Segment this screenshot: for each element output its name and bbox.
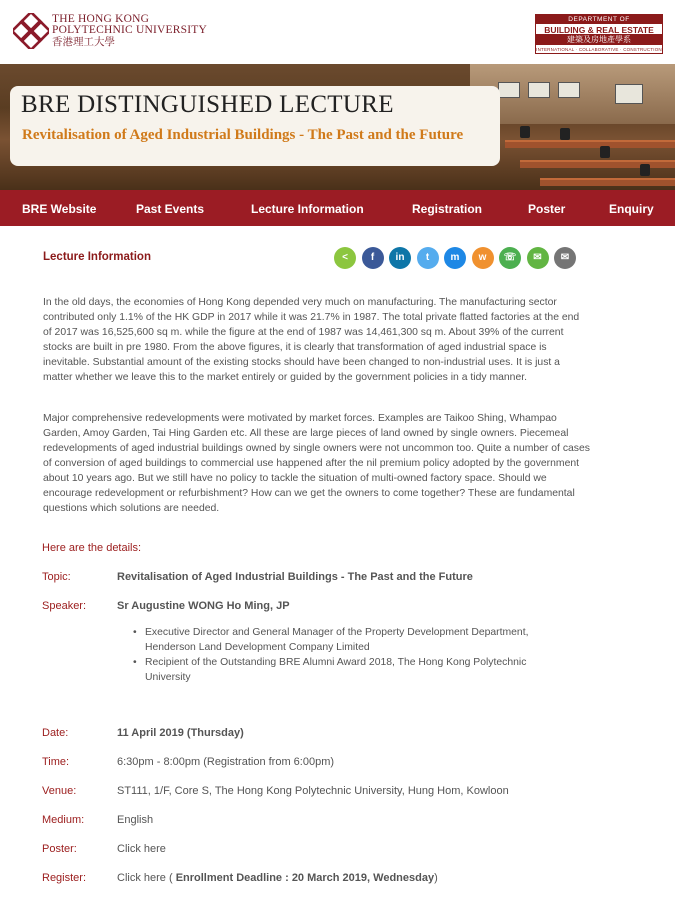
facebook-icon[interactable]: f xyxy=(362,247,384,269)
wechat-icon[interactable]: ✉ xyxy=(527,247,549,269)
register-label: Register: xyxy=(42,872,87,884)
banner-photo-screen xyxy=(615,84,643,104)
nav-item-poster[interactable]: Poster xyxy=(528,202,566,216)
linkedin-icon[interactable]: in xyxy=(389,247,411,269)
speaker-bio-item: • Recipient of the Outstanding BRE Alumni Award 2018, The Hong Kong Polytechnic University xyxy=(133,655,563,685)
date-label: Date: xyxy=(42,727,69,739)
register-paren-open: ( xyxy=(165,872,176,884)
time-label: Time: xyxy=(42,756,70,768)
banner-photo-desk xyxy=(540,178,675,186)
university-name[interactable] xyxy=(52,14,207,48)
banner-photo-chair xyxy=(520,126,530,138)
banner-photo-screen xyxy=(528,82,550,98)
speaker-value: Sr Augustine WONG Ho Ming, JP xyxy=(117,600,290,612)
banner-subtitle: Revitalisation of Aged Industrial Buildings - The Past and the Future xyxy=(22,127,464,143)
enrollment-deadline: Enrollment Deadline : 20 March 2019, Wednesday xyxy=(175,872,435,884)
banner-photo-screen xyxy=(558,82,580,98)
banner-photo-desk xyxy=(505,140,675,148)
venue-label: Venue: xyxy=(42,785,77,797)
dept-name: BUILDING & REAL ESTATE xyxy=(536,24,662,35)
medium-label: Medium: xyxy=(42,814,85,826)
share-icon[interactable]: < xyxy=(334,247,356,269)
main-nav xyxy=(0,190,675,226)
nav-item-bre-website[interactable]: BRE Website xyxy=(22,202,97,216)
dept-name-chinese: 建築及房地產學系 xyxy=(536,35,662,45)
banner-photo-screen xyxy=(498,82,520,98)
speaker-label: Speaker: xyxy=(42,600,87,612)
dept-tagline: INTERNATIONAL · COLLABORATIVE · CONSTRUCTION xyxy=(536,47,662,52)
messenger-icon[interactable]: m xyxy=(444,247,466,269)
speaker-bio-list xyxy=(133,625,563,685)
bre-department-logo[interactable] xyxy=(535,14,663,54)
register-paren-close: ) xyxy=(434,872,438,884)
register-line xyxy=(117,872,438,884)
intro-paragraph-1: In the old days, the economies of Hong Kong depended very much on manufacturing. The manufacturing sector contributed only 1.1% of the HK GDP in 2017 while it was 21.7% in 1987. The total private flatted factories at the end of 2017 was 16,525,600 sq m. while the figure at the end of 1987 was 14,461,300 sq m. About 39% of the current stocks are built in pre 1980. From the above figures, it is clearly that transformation of aged industrial space is inevitable. Substantial amount of the existing stocks should have been changed to non-industrial uses. It is just a matter whether we leave this to the market entirely or guided by the government policies in a tidy manner. xyxy=(43,297,580,383)
nav-item-enquiry[interactable]: Enquiry xyxy=(609,202,654,216)
university-name-line2: POLYTECHNIC UNIVERSITY xyxy=(52,24,207,36)
banner-title: BRE DISTINGUISHED LECTURE xyxy=(21,91,394,118)
whatsapp-icon[interactable]: ☏ xyxy=(499,247,521,269)
time-value: 6:30pm - 8:00pm (Registration from 6:00pm) xyxy=(117,756,335,768)
intro-paragraph-2: Major comprehensive redevelopments were motivated by market forces. Examples are Taikoo Shing, Whampao Garden, Amoy Garden, Tai Hing Garden etc. All these are large pieces of land owned by single owners. Piecemeal redevelopments of aged industrial buildings owned by single owners were not uncommon too. Quite a number of cases of conversion of aged buildings to commercial use happened after the nil premium policy adopted by the government about 10 years ago. But we still have no policy to tackle the situation of multi-owned factory space. Should we encourage redevelopment or refurbishment? How can we get the owners to come together? These are fundamental questions which solutions are needed. xyxy=(43,413,590,514)
speaker-bio-item: • Executive Director and General Manager of the Property Development Department, Henderson Land Development Company Limited xyxy=(133,625,563,655)
nav-item-lecture-information[interactable]: Lecture Information xyxy=(251,202,364,216)
email-icon[interactable]: ✉ xyxy=(554,247,576,269)
poster-label: Poster: xyxy=(42,843,77,855)
banner-photo-chair xyxy=(560,128,570,140)
page-header xyxy=(0,0,675,64)
register-link[interactable]: Click here xyxy=(117,872,166,884)
banner-photo-chair xyxy=(600,146,610,158)
weibo-icon[interactable]: w xyxy=(472,247,494,269)
dept-label: DEPARTMENT OF xyxy=(536,15,662,24)
banner-photo-desk xyxy=(520,160,675,168)
nav-item-registration[interactable]: Registration xyxy=(412,202,483,216)
lecture-banner xyxy=(0,64,675,190)
section-title: Lecture Information xyxy=(43,251,151,263)
nav-item-past-events[interactable]: Past Events xyxy=(136,202,205,216)
topic-value: Revitalisation of Aged Industrial Buildings - The Past and the Future xyxy=(117,571,473,583)
twitter-icon[interactable]: t xyxy=(417,247,439,269)
details-heading: Here are the details: xyxy=(42,542,142,554)
university-name-line1: THE HONG KONG xyxy=(52,13,150,25)
polyu-logo-icon[interactable] xyxy=(13,13,49,49)
date-value: 11 April 2019 (Thursday) xyxy=(117,727,244,739)
venue-value: ST111, 1/F, Core S, The Hong Kong Polytechnic University, Hung Hom, Kowloon xyxy=(117,785,509,797)
topic-label: Topic: xyxy=(42,571,71,583)
medium-value: English xyxy=(117,814,154,826)
poster-link[interactable]: Click here xyxy=(117,843,166,855)
university-name-chinese: 香港理工大學 xyxy=(52,37,115,48)
banner-photo-chair xyxy=(640,164,650,176)
poster-link-wrap xyxy=(117,843,166,855)
